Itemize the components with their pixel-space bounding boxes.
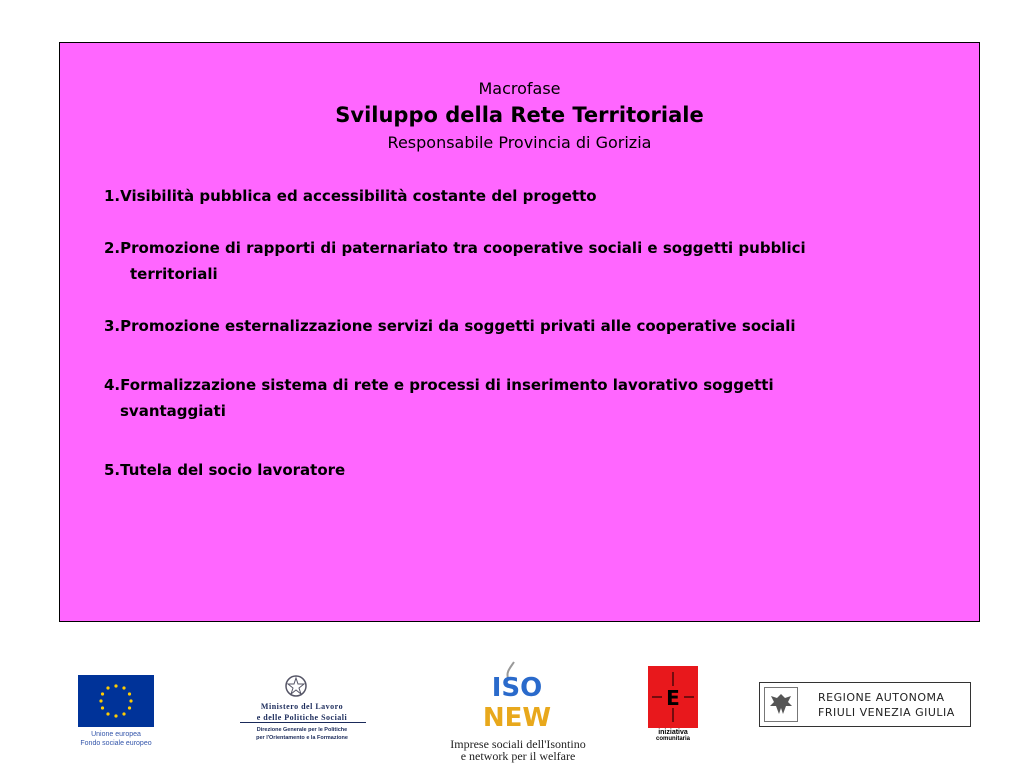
- ministero-divider: [240, 722, 366, 723]
- list-item-text: 3.Promozione esternalizzazione servizi da soggetti privati alle cooperative sociali: [104, 317, 796, 335]
- list-item-text: 5.Tutela del socio lavoratore: [104, 461, 346, 479]
- eu-flag-icon: [78, 675, 154, 727]
- isonew-mark-bottom: NEW: [482, 703, 552, 733]
- isonew-logo: [482, 662, 552, 736]
- regione-logo: [759, 682, 971, 727]
- regione-line2: FRIULI VENEZIA GIULIA: [818, 706, 955, 719]
- list-item-text: 2.Promozione di rapporti di paternariato tra cooperative sociali e soggetti pubblici: [104, 239, 806, 257]
- list-item: [104, 372, 944, 424]
- isonew-caption-line2: e network per il welfare: [460, 749, 576, 763]
- ministero-line3: Direzione Generale per le Politiche: [256, 727, 348, 733]
- iniziativa-logo: [648, 666, 698, 728]
- iniziativa-letter: E: [666, 686, 680, 710]
- pretitle: Macrofase: [478, 79, 561, 98]
- eu-caption: [70, 730, 162, 748]
- eu-caption-line2: Fondo sociale europeo: [80, 740, 152, 747]
- italy-emblem-icon: [283, 673, 309, 699]
- ministero-line4: per l'Orientamento e la Formazione: [256, 735, 348, 741]
- list-item-text: 4.Formalizzazione sistema di rete e processi di inserimento lavorativo soggetti: [104, 376, 774, 394]
- eagle-icon: [764, 687, 798, 722]
- ministero-line1: Ministero del Lavoro: [260, 702, 344, 711]
- list-item-continuation: territoriali: [130, 265, 218, 283]
- list-item: [104, 313, 944, 339]
- content-panel: [59, 42, 980, 622]
- list-item-text: 1.Visibilità pubblica ed accessibilità costante del progetto: [104, 187, 597, 205]
- subtitle: Responsabile Provincia di Gorizia: [387, 133, 652, 152]
- logo-strip: [0, 640, 1024, 768]
- isonew-mark-top: ISO: [491, 673, 543, 703]
- ministero-line2: e delle Politiche Sociali: [256, 713, 348, 722]
- list-item: [104, 183, 944, 209]
- list-item: [104, 457, 944, 483]
- eu-caption-line1: Unione europea: [91, 731, 141, 738]
- isonew-caption-line1: Imprese sociali dell'Isontino: [450, 737, 586, 751]
- list-item-continuation: svantaggiati: [120, 402, 226, 420]
- regione-line1: REGIONE AUTONOMA: [818, 691, 945, 704]
- iniziativa-caption-line1: iniziativa: [658, 729, 688, 736]
- iniziativa-caption-line2: comunitaria: [655, 736, 690, 742]
- page-title: Sviluppo della Rete Territoriale: [335, 103, 704, 127]
- list-item: [104, 235, 944, 287]
